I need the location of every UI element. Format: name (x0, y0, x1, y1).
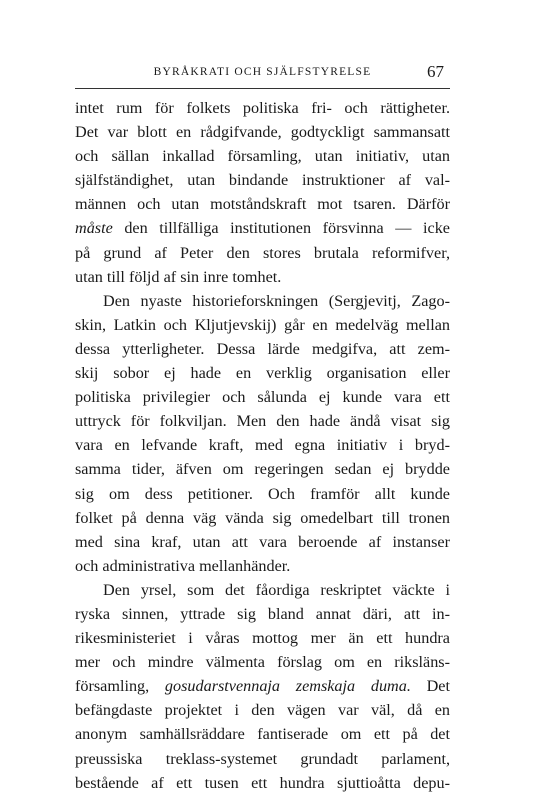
text-line: mer och mindre välmenta förslag om en riksläns- (75, 653, 450, 672)
text-line: dessa ytterligheter. Dessa lärde medgifva, att zem- (75, 339, 450, 358)
text-run: församling, (75, 677, 165, 696)
page-number: 67 (427, 62, 444, 81)
body-text (75, 96, 450, 795)
text-line: sig om dess petitioner. Och framför allt kunde (75, 484, 450, 503)
text-line: och sällan inkallad församling, utan initiativ, utan (75, 147, 450, 166)
text-line: politiska privilegier och sålunda ej kunde vara ett (75, 388, 450, 407)
text-line: skin, Latkin och Kljutjevskij) går en medelväg mellan (75, 315, 450, 334)
text-line: bestående af ett tusen ett hundra sjuttioåtta depu- (75, 773, 450, 792)
text-line: anonym samhällsräddare fantiserade om ett på det (75, 725, 450, 744)
text-line: på grund af Peter den stores brutala reformifver, (75, 243, 450, 262)
italic-phrase: gosudarstvennaja zemskaja duma. (164, 677, 411, 696)
text-run: Det (410, 677, 450, 696)
italic-word: måste (75, 219, 113, 238)
text-line: Det var blott en rådgifvande, godtyckligt sammansatt (75, 123, 450, 142)
text-line: samma tider, äfven om regeringen sedan ej brydde (75, 460, 450, 479)
text-line: Den nyaste historieforskningen (Sergjevitj, Zago- (103, 291, 450, 310)
text-line: skij sobor ej hade en verklig organisation eller (75, 364, 450, 383)
header-rule (75, 88, 450, 89)
running-head (75, 62, 450, 84)
text-line: uttryck för folkviljan. Men den hade ändå visat sig (75, 412, 450, 431)
text-line: vara en lefvande kraft, med egna initiativ i bryd- (75, 436, 450, 455)
text-line: ryska sinnen, yttrade sig bland annat däri, att in- (75, 604, 450, 623)
text-line: befängdaste projektet i den vägen var väl, då en (75, 701, 450, 720)
text-line: folket på denna väg vända sig omedelbart till tronen (75, 508, 450, 527)
text-line: med sina kraf, utan att vara beroende af instanser (75, 532, 450, 551)
text-line: Den yrsel, som det fåordiga reskriptet väckte i (103, 580, 450, 599)
text-line: utan till följd af sin inre tomhet. (75, 267, 282, 286)
text-line: och administrativa mellanhänder. (75, 556, 291, 575)
text-line: rikesministeriet i våras mottog mer än ett hundra (75, 629, 450, 648)
text-line: intet rum för folkets politiska fri- och rättigheter. (75, 99, 450, 117)
text-line: männen och utan motståndskraft mot tsaren. Därför (75, 195, 450, 214)
text-line (75, 216, 450, 240)
text-line (75, 674, 450, 698)
running-title: BYRÅKRATI OCH SJÄLFSTYRELSE (153, 66, 372, 78)
text-run: den tillfälliga institutionen försvinna — icke (112, 219, 450, 238)
text-line: själfständighet, utan bindande instruktioner af val- (75, 171, 450, 190)
text-line: preussiska treklass-systemet grundadt parlament, (75, 749, 450, 768)
